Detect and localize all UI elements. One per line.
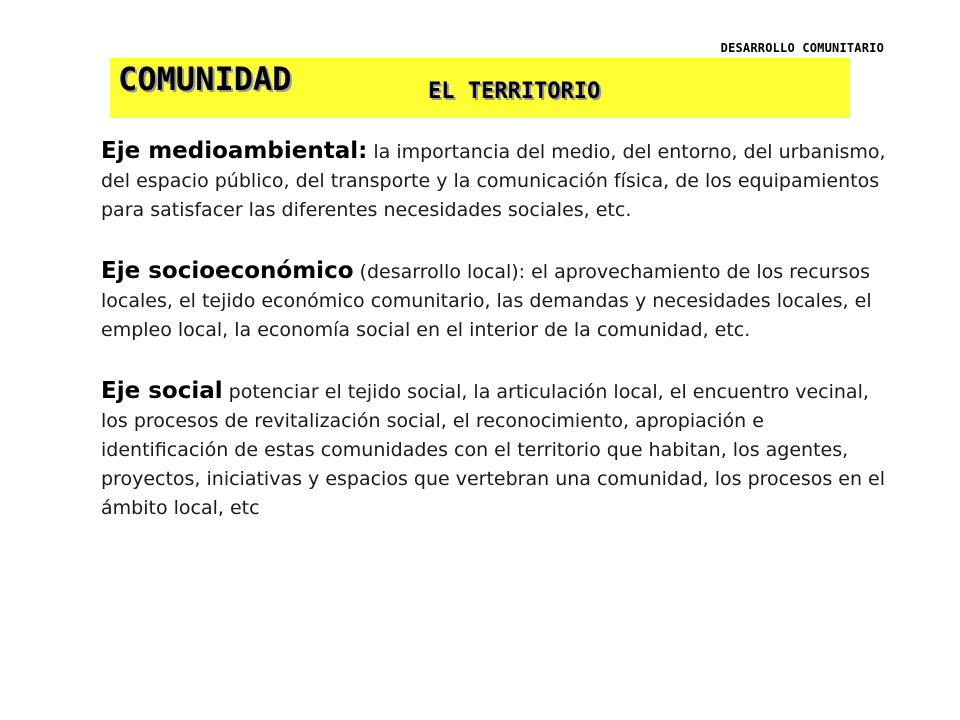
banner-subtitle: EL TERRITORIO	[428, 79, 601, 104]
section-body: el aprovechamiento de los recursos locales, el tejido económico comunitario, las demandas y necesidades locales, el empleo local, la economía social en el interior de la comunidad, etc.	[101, 261, 872, 341]
content-body	[101, 137, 891, 523]
title-banner	[110, 58, 850, 118]
top-label: DESARROLLO COMUNITARIO	[720, 41, 884, 55]
section-body: la importancia del medio, del entorno, del urbanismo, del espacio público, del transporte y la comunicación física, de los equipamientos para satisfacer las diferentes necesidades sociales, etc.	[101, 141, 886, 221]
section-heading: Eje medioambiental:	[101, 138, 368, 164]
section-social	[101, 377, 891, 523]
banner-title: COMUNIDAD	[118, 60, 292, 98]
section-heading: Eje social	[101, 378, 223, 404]
section-qualifier: (desarrollo local):	[353, 261, 526, 283]
section-body: potenciar el tejido social, la articulación local, el encuentro vecinal, los procesos de revitalización social, el reconocimiento, apropiación e identificación de estas comunidades con el territorio que habitan, los agentes, proyectos, iniciativas y espacios que vertebran una comunidad, los procesos en el ámbito local, etc	[101, 381, 886, 519]
section-heading: Eje socioeconómico	[101, 258, 354, 284]
section-socioeconomico	[101, 257, 891, 345]
section-medioambiental	[101, 137, 891, 225]
